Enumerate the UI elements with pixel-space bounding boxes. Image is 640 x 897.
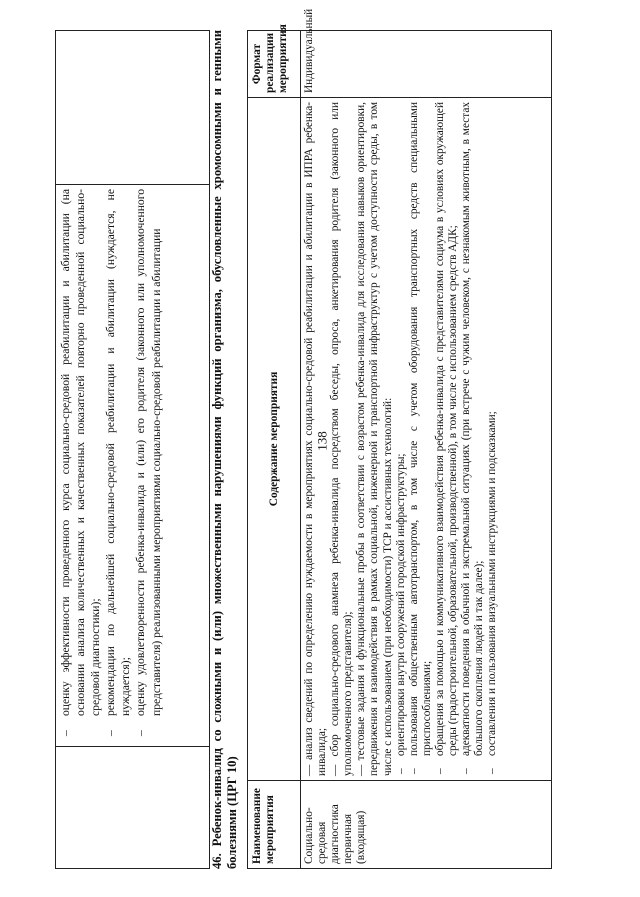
table-row <box>301 31 552 869</box>
bullet-list <box>395 102 500 776</box>
list-item: – оценку эффективности проведенного курса социально-средовой реабилитации и абилитации (на основании анализа количественных и качественных показателей повторно проведенной социально-средовой диагностики); <box>58 189 103 742</box>
activity-name-cell: Социально-средовая диагностика первичная (входящая) <box>301 781 552 869</box>
activity-content-cell <box>301 98 552 781</box>
table-row <box>56 31 210 869</box>
continuation-table <box>55 30 210 869</box>
activity-format-cell: Индивидуальный <box>301 31 552 98</box>
content-cell <box>56 185 210 747</box>
list-item: – ориентировки внутри сооружений городской инфраструктуры; <box>395 102 408 776</box>
content-paragraph: — сбор социально-средового анамнеза ребенка-инвалида посредством беседы, опроса, анкетирования родителя (законного или уполномоченного представителя); <box>329 102 355 776</box>
header-content: Содержание мероприятия <box>248 98 301 781</box>
list-item: – рекомендации по дальнейшей социально-средовой реабилитации и абилитации (нуждается, не нуждается); <box>103 189 133 742</box>
list-item: – пользования общественным автотранспортом, в том числе с учетом оборудования транспортных средств специальными приспособлениями; <box>408 102 434 776</box>
bullet-list <box>58 189 164 742</box>
content-paragraph: — тестовые задания и функциональные пробы в соответствии с возрастом ребенка-инвалида для исследования навыков ориентировки, передвижения и взаимодействия в рамках социальной, инженерной и транспортной инфраструктур с учетом доступности среды, в том числе с использованием (при необходимости) ТСР и ассистивных технологий: <box>355 102 394 776</box>
section-heading: 46. Ребенок-инвалид со сложными и (или) множественными нарушениями функций организма, обусловленные хромосомными и генными болезнями (ЦРГ 10) <box>210 30 239 869</box>
list-item: – адекватности поведения в обычной и экстремальной ситуациях (при встрече с чужим человеком, с незнакомым животным, в местах большого скопления людей и так далее); <box>460 102 486 776</box>
header-name: Наименование мероприятия <box>248 781 301 869</box>
content-paragraph: — анализ сведений по определению нуждаемости в мероприятиях социально-средовой реабилитации и абилитации в ИПРА ребенка-инвалида; <box>303 102 329 776</box>
page-number: 138 <box>314 431 330 451</box>
table-header-row <box>248 31 301 869</box>
list-item: – оценку удовлетворенности ребенка-инвалида и (или) его родителя (законного или уполномоченного представителя) реализованными мероприятиями социально-средовой реабилитации и абилитации <box>133 189 163 742</box>
header-format: Формат реализации мероприятия <box>248 31 301 98</box>
activities-table <box>247 8 552 869</box>
empty-cell <box>56 31 210 185</box>
rotated-page-content <box>55 8 552 869</box>
list-item: – обращения за помощью и коммуникативного взаимодействия ребенка-инвалида с представителями социума в условиях окружающей среды (градостроительной, образовательной, производственной), в том числе с использованием средств АДК; <box>434 102 460 776</box>
list-item: – составления и пользования визуальными инструкциями и подсказками; <box>486 102 499 776</box>
empty-cell <box>56 747 210 869</box>
